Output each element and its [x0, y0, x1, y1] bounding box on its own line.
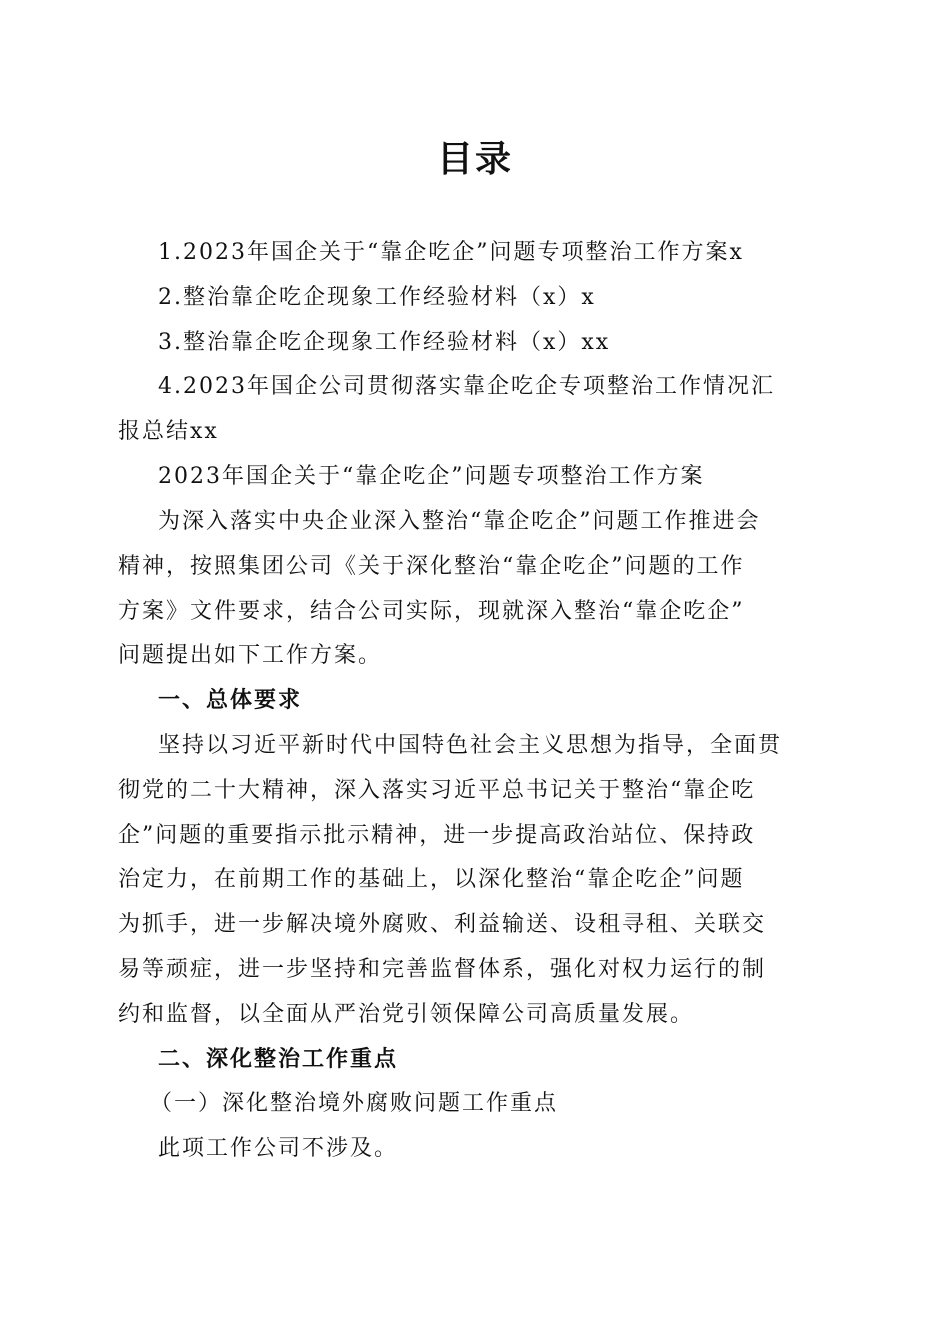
page-title: 目录: [436, 139, 513, 180]
document-heading: 2023年国企关于“靠企吃企”问题专项整治工作方案: [158, 464, 705, 489]
paragraph-line: 企”问题的重要指示批示精神，进一步提高政治站位、保持政: [118, 823, 756, 848]
toc-item-4: 4.2023年国企公司贯彻落实靠企吃企专项整治工作情况汇: [158, 374, 775, 399]
paragraph-line: 问题提出如下工作方案。: [118, 643, 383, 668]
paragraph-line: 约和监督，以全面从严治党引领保障公司高质量发展。: [118, 1002, 695, 1027]
toc-item-3: 3.整治靠企吃企现象工作经验材料（x）xx: [158, 330, 611, 355]
paragraph-line: 此项工作公司不涉及。: [158, 1136, 399, 1161]
section-heading-1: 一、总体要求: [158, 688, 303, 713]
toc-item-1: 1.2023年国企关于“靠企吃企”问题专项整治工作方案x: [158, 240, 744, 265]
paragraph-line: 为抓手，进一步解决境外腐败、利益输送、设租寻租、关联交: [118, 912, 767, 937]
subsection-heading: （一）深化整治境外腐败问题工作重点: [150, 1091, 559, 1116]
paragraph-line: 精神，按照集团公司《关于深化整治“靠企吃企”问题的工作: [118, 554, 745, 579]
paragraph-line: 坚持以习近平新时代中国特色社会主义思想为指导，全面贯: [158, 733, 783, 758]
paragraph-line: 彻党的二十大精神，深入落实习近平总书记关于整治“靠企吃: [118, 778, 756, 803]
section-heading-2: 二、深化整治工作重点: [158, 1047, 399, 1072]
paragraph-line: 易等顽症，进一步坚持和完善监督体系，强化对权力运行的制: [118, 957, 767, 982]
toc-item-4-continued: 报总结xx: [118, 419, 219, 444]
paragraph-line: 治定力，在前期工作的基础上，以深化整治“靠企吃企”问题: [118, 867, 745, 892]
paragraph-line: 方案》文件要求，结合公司实际，现就深入整治“靠企吃企”: [118, 599, 745, 624]
toc-item-2: 2.整治靠企吃企现象工作经验材料（x）x: [158, 285, 596, 310]
paragraph-line: 为深入落实中央企业深入整治“靠企吃企”问题工作推进会: [158, 509, 761, 534]
